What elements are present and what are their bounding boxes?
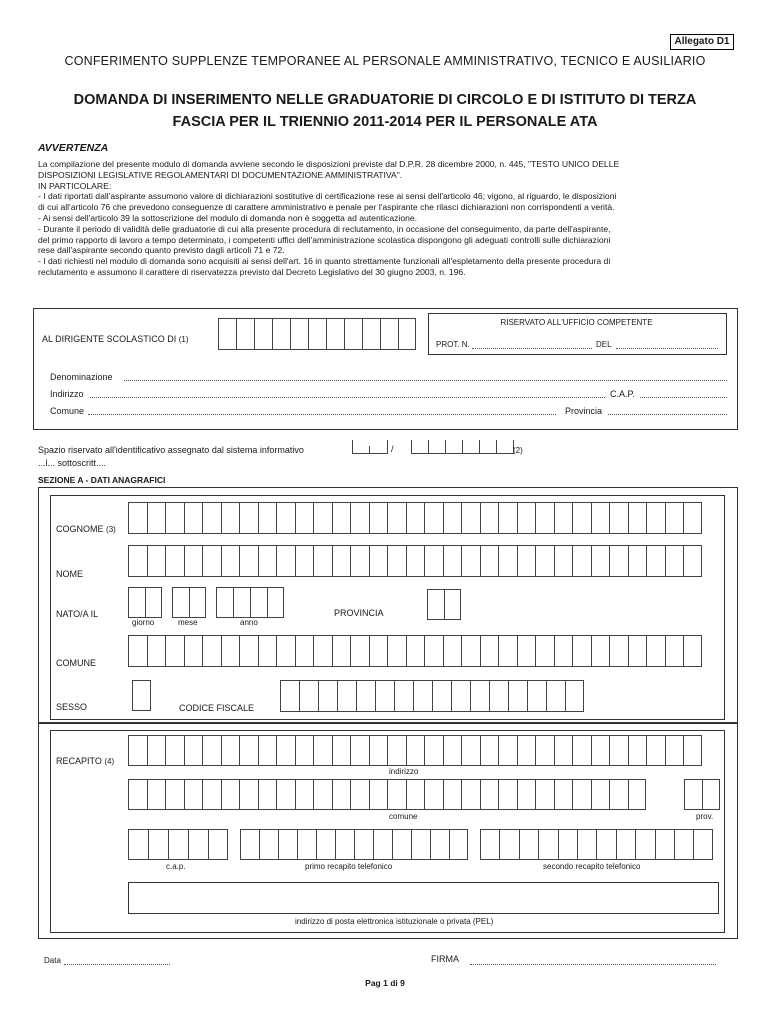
avvertenza-line: La compilazione del presente modulo di domanda avviene secondo le disposizioni previste dal D.P.R. 28 dicembre 2000, n. 445, "TESTO UNICO DELLE: [38, 159, 620, 169]
char-cell[interactable]: [369, 635, 388, 667]
char-cell[interactable]: [499, 829, 518, 860]
char-cell[interactable]: [480, 829, 499, 860]
char-cell[interactable]: [332, 735, 351, 766]
char-cell[interactable]: [480, 779, 499, 810]
data-label: Data: [44, 956, 61, 965]
char-cell[interactable]: [280, 680, 299, 712]
char-cell[interactable]: [335, 829, 354, 860]
char-cell[interactable]: [184, 545, 203, 577]
char-cell[interactable]: [413, 680, 432, 712]
dirigente-label-group: [42, 334, 189, 344]
riservato-label: RISERVATO ALL'UFFICIO COMPETENTE: [500, 318, 653, 327]
char-cell[interactable]: [535, 735, 554, 766]
char-cell[interactable]: [332, 779, 351, 810]
char-cell[interactable]: [411, 829, 430, 860]
allegato-label: Allegato D1: [670, 34, 734, 50]
char-cell[interactable]: [609, 545, 628, 577]
char-cell[interactable]: [387, 779, 406, 810]
char-cell[interactable]: [683, 502, 702, 534]
prot-label: PROT. N.: [436, 340, 470, 349]
char-cell[interactable]: [258, 502, 277, 534]
char-cell[interactable]: [278, 829, 297, 860]
char-cell[interactable]: [554, 779, 573, 810]
char-cell[interactable]: [424, 502, 443, 534]
char-cell[interactable]: [674, 829, 693, 860]
char-cell[interactable]: [299, 680, 318, 712]
char-cell[interactable]: [535, 779, 554, 810]
char-cell[interactable]: [221, 545, 240, 577]
secondo-telefono-label: secondo recapito telefonico: [543, 862, 641, 871]
char-cell[interactable]: [517, 735, 536, 766]
sezione-a-title: SEZIONE A - DATI ANAGRAFICI: [38, 475, 166, 485]
char-cell[interactable]: [424, 735, 443, 766]
char-cell[interactable]: [337, 680, 356, 712]
char-cell[interactable]: [184, 735, 203, 766]
char-cell[interactable]: [369, 735, 388, 766]
char-cell[interactable]: [332, 502, 351, 534]
recapito-cap-input[interactable]: [128, 829, 228, 860]
char-cell[interactable]: [498, 635, 517, 667]
recapito-note: (4): [104, 757, 115, 766]
avvertenza-line: di cui all'articolo 76 che prevedono conseguenze di carattere amministrativo e penale per l'aspirante che rilasci dichiarazioni non corrispondenti a verità.: [38, 202, 615, 213]
provincia-label: Provincia: [565, 406, 603, 416]
char-cell[interactable]: [461, 779, 480, 810]
pel-input[interactable]: [128, 882, 719, 914]
char-cell[interactable]: [350, 502, 369, 534]
char-cell[interactable]: [276, 735, 295, 766]
recapito-prov-input[interactable]: [684, 779, 720, 810]
char-cell[interactable]: [313, 502, 332, 534]
char-cell[interactable]: [295, 545, 314, 577]
identificativo-field-2[interactable]: [411, 440, 514, 454]
recapito-prov-label: prov.: [696, 812, 714, 821]
sesso-label: SESSO: [56, 702, 88, 712]
char-cell[interactable]: [546, 680, 565, 712]
char-cell[interactable]: [535, 502, 554, 534]
data-field[interactable]: [64, 956, 170, 965]
comune-nascita-label: COMUNE: [56, 658, 96, 668]
codice-fiscale-label: CODICE FISCALE: [179, 703, 255, 713]
identificativo-slash: /: [391, 444, 394, 454]
char-cell[interactable]: [443, 735, 462, 766]
char-cell[interactable]: [276, 502, 295, 534]
char-cell[interactable]: [387, 735, 406, 766]
char-cell[interactable]: [451, 680, 470, 712]
secondo-telefono-input[interactable]: [480, 829, 713, 860]
char-cell[interactable]: [498, 502, 517, 534]
char-cell[interactable]: [392, 829, 411, 860]
char-cell[interactable]: [665, 735, 684, 766]
recapito-comune-label: comune: [389, 812, 418, 821]
char-cell[interactable]: [535, 635, 554, 667]
char-cell[interactable]: [443, 635, 462, 667]
char-cell[interactable]: [554, 545, 573, 577]
char-cell[interactable]: [165, 779, 184, 810]
giorno-label: giorno: [132, 618, 155, 627]
char-cell[interactable]: [350, 545, 369, 577]
char-cell[interactable]: [239, 735, 258, 766]
char-cell[interactable]: [373, 829, 392, 860]
char-cell[interactable]: [683, 735, 702, 766]
char-cell[interactable]: [276, 635, 295, 667]
avvertenza-line: rese dall'aspirante secondo quanto previsto dagli articoli 71 e 72.: [38, 245, 285, 256]
char-cell[interactable]: [628, 545, 647, 577]
comune-label: Comune: [50, 406, 85, 416]
char-cell[interactable]: [461, 635, 480, 667]
char-cell[interactable]: [554, 502, 573, 534]
char-cell[interactable]: [221, 502, 240, 534]
mese-label: mese: [178, 618, 198, 627]
char-cell[interactable]: [461, 545, 480, 577]
primo-telefono-label: primo recapito telefonico: [305, 862, 393, 871]
nome-label: NOME: [56, 569, 83, 579]
char-cell[interactable]: [184, 779, 203, 810]
recapito-label-group: [56, 756, 114, 766]
anno-label: anno: [240, 618, 258, 627]
char-cell[interactable]: [591, 635, 610, 667]
char-cell[interactable]: [635, 829, 654, 860]
form-subtitle: CONFERIMENTO SUPPLENZE TEMPORANEE AL PERSONALE AMMINISTRATIVO, TECNICO E AUSILIARIO: [64, 54, 706, 68]
char-cell[interactable]: [665, 635, 684, 667]
char-cell[interactable]: [535, 545, 554, 577]
char-cell[interactable]: [369, 545, 388, 577]
char-cell[interactable]: [313, 779, 332, 810]
page-number: Pag 1 di 9: [365, 978, 405, 988]
char-cell[interactable]: [387, 545, 406, 577]
char-cell[interactable]: [609, 735, 628, 766]
char-cell[interactable]: [461, 735, 480, 766]
provincia-nascita-label: PROVINCIA: [334, 608, 384, 618]
char-cell[interactable]: [489, 680, 508, 712]
provincia-field[interactable]: [608, 406, 727, 415]
char-cell[interactable]: [356, 680, 375, 712]
char-cell[interactable]: [591, 779, 610, 810]
char-cell[interactable]: [554, 635, 573, 667]
char-cell[interactable]: [239, 545, 258, 577]
char-cell[interactable]: [313, 635, 332, 667]
char-cell[interactable]: [498, 735, 517, 766]
birth-month-input[interactable]: [172, 587, 206, 618]
char-cell[interactable]: [508, 680, 527, 712]
char-cell[interactable]: [406, 779, 425, 810]
char-cell[interactable]: [665, 545, 684, 577]
char-cell[interactable]: [147, 502, 166, 534]
indirizzo-field[interactable]: [90, 389, 605, 398]
char-cell[interactable]: [609, 779, 628, 810]
char-cell[interactable]: [572, 502, 591, 534]
char-cell[interactable]: [128, 635, 147, 667]
char-cell[interactable]: [350, 635, 369, 667]
cognome-note: (3): [106, 525, 116, 534]
dirigente-note: (1): [178, 335, 189, 344]
char-cell[interactable]: [646, 735, 665, 766]
comune-nascita-input[interactable]: [128, 635, 702, 667]
char-cell[interactable]: [558, 829, 577, 860]
char-cell[interactable]: [683, 635, 702, 667]
char-cell[interactable]: [498, 545, 517, 577]
char-cell[interactable]: [591, 735, 610, 766]
char-cell[interactable]: [295, 635, 314, 667]
cap-label: c.a.p.: [166, 862, 186, 871]
avvertenza-line: IN PARTICOLARE:: [38, 180, 112, 191]
cap-field[interactable]: [640, 389, 727, 398]
char-cell[interactable]: [239, 635, 258, 667]
char-cell[interactable]: [297, 829, 316, 860]
char-cell[interactable]: [517, 635, 536, 667]
del-label: DEL: [596, 340, 612, 349]
char-cell[interactable]: [202, 635, 221, 667]
char-cell[interactable]: [406, 545, 425, 577]
char-cell[interactable]: [258, 779, 277, 810]
recapito-indirizzo-input[interactable]: [128, 735, 702, 766]
char-cell[interactable]: [350, 779, 369, 810]
recapito-indirizzo-label: indirizzo: [389, 767, 419, 776]
char-cell[interactable]: [202, 735, 221, 766]
codice-fiscale-input[interactable]: [280, 680, 584, 712]
char-cell[interactable]: [128, 502, 147, 534]
char-cell[interactable]: [295, 502, 314, 534]
char-cell[interactable]: [443, 545, 462, 577]
char-cell[interactable]: [683, 545, 702, 577]
char-cell[interactable]: [432, 680, 451, 712]
char-cell[interactable]: [276, 545, 295, 577]
cognome-label: COGNOME: [56, 524, 104, 534]
char-cell[interactable]: [332, 635, 351, 667]
char-cell[interactable]: [577, 829, 596, 860]
char-cell[interactable]: [239, 779, 258, 810]
char-cell[interactable]: [665, 502, 684, 534]
char-cell[interactable]: [655, 829, 674, 860]
char-cell[interactable]: [498, 779, 517, 810]
form-title-line-1: DOMANDA DI INSERIMENTO NELLE GRADUATORIE DI CIRCOLO E DI ISTITUTO DI TERZA: [73, 92, 697, 108]
prot-field[interactable]: [472, 340, 592, 349]
char-cell[interactable]: [480, 545, 499, 577]
char-cell[interactable]: [202, 502, 221, 534]
char-cell[interactable]: [628, 735, 647, 766]
char-cell[interactable]: [406, 635, 425, 667]
char-cell[interactable]: [538, 829, 557, 860]
avvertenza-line: del primo rapporto di lavoro a tempo determinato, i competenti uffici dell'amministrazione scolastica dispongono gli adeguati controlli sulle dichiarazioni: [38, 234, 611, 245]
char-cell[interactable]: [628, 502, 647, 534]
char-cell[interactable]: [375, 680, 394, 712]
birth-year-input[interactable]: [216, 587, 284, 618]
char-cell[interactable]: [240, 829, 259, 860]
char-cell[interactable]: [369, 779, 388, 810]
avvertenza-line: - Ai sensi dell'articolo 39 la sottoscrizione del modulo di domanda non è soggetta ad autenticazione.: [38, 212, 418, 223]
char-cell[interactable]: [628, 635, 647, 667]
identificativo-field-1[interactable]: [352, 440, 388, 454]
char-cell[interactable]: [470, 680, 489, 712]
char-cell[interactable]: [202, 545, 221, 577]
firma-label: FIRMA: [431, 954, 459, 964]
cognome-input[interactable]: [128, 502, 702, 534]
char-cell[interactable]: [221, 635, 240, 667]
char-cell[interactable]: [572, 779, 591, 810]
char-cell[interactable]: [609, 502, 628, 534]
char-cell[interactable]: [128, 829, 148, 860]
identificativo-note: (2): [513, 446, 523, 455]
char-cell[interactable]: [239, 502, 258, 534]
recapito-label: RECAPITO: [56, 756, 102, 766]
char-cell[interactable]: [208, 829, 228, 860]
char-cell[interactable]: [128, 735, 147, 766]
char-cell[interactable]: [572, 635, 591, 667]
char-cell[interactable]: [430, 829, 449, 860]
char-cell[interactable]: [406, 502, 425, 534]
dirigente-code-input[interactable]: [218, 318, 416, 350]
char-cell[interactable]: [394, 680, 413, 712]
char-cell[interactable]: [565, 680, 584, 712]
char-cell[interactable]: [424, 545, 443, 577]
char-cell[interactable]: [350, 735, 369, 766]
char-cell[interactable]: [646, 545, 665, 577]
char-cell[interactable]: [354, 829, 373, 860]
char-cell[interactable]: [693, 829, 712, 860]
denominazione-label: Denominazione: [50, 372, 113, 382]
char-cell[interactable]: [313, 735, 332, 766]
char-cell[interactable]: [609, 635, 628, 667]
char-cell[interactable]: [316, 829, 335, 860]
char-cell[interactable]: [572, 735, 591, 766]
pel-label: indirizzo di posta elettronica istituzionale o privata (PEL): [295, 917, 494, 926]
char-cell[interactable]: [168, 829, 188, 860]
char-cell[interactable]: [369, 502, 388, 534]
char-cell[interactable]: [591, 502, 610, 534]
char-cell[interactable]: [406, 735, 425, 766]
char-cell[interactable]: [165, 502, 184, 534]
avvertenza-heading: AVVERTENZA: [38, 142, 109, 154]
char-cell[interactable]: [646, 635, 665, 667]
char-cell[interactable]: [591, 545, 610, 577]
nome-input[interactable]: [128, 545, 702, 577]
char-cell[interactable]: [184, 502, 203, 534]
char-cell[interactable]: [517, 779, 536, 810]
char-cell[interactable]: [443, 779, 462, 810]
char-cell[interactable]: [596, 829, 615, 860]
sottoscritto-label: ...l... sottoscritt....: [38, 458, 107, 468]
char-cell[interactable]: [527, 680, 546, 712]
char-cell[interactable]: [165, 635, 184, 667]
sesso-input[interactable]: [132, 680, 151, 711]
avvertenza-line: - I dati riportati dall'aspirante assumono valore di dichiarazioni sostitutive di certificazione rese ai sensi dell'articolo 46; vigono, al riguardo, le disposizioni: [38, 191, 617, 202]
char-cell[interactable]: [148, 829, 168, 860]
char-cell[interactable]: [188, 829, 208, 860]
char-cell[interactable]: [387, 502, 406, 534]
char-cell[interactable]: [461, 502, 480, 534]
recapito-comune-input[interactable]: [128, 779, 646, 810]
char-cell[interactable]: [480, 635, 499, 667]
avvertenza-line: reclutamento e assumono il carattere di riservatezza previsto dal Decreto Legislativo del 30 giugno 2003, n. 196.: [38, 266, 466, 277]
birth-day-input[interactable]: [128, 587, 162, 618]
primo-telefono-input[interactable]: [240, 829, 468, 860]
char-cell[interactable]: [258, 635, 277, 667]
char-cell[interactable]: [147, 545, 166, 577]
del-date-field[interactable]: [616, 340, 718, 349]
nato-label: NATO/A IL: [56, 609, 99, 619]
denominazione-field[interactable]: [124, 372, 727, 381]
char-cell[interactable]: [128, 545, 147, 577]
char-cell[interactable]: [147, 635, 166, 667]
char-cell[interactable]: [480, 735, 499, 766]
char-cell[interactable]: [517, 545, 536, 577]
char-cell[interactable]: [221, 735, 240, 766]
char-cell[interactable]: [449, 829, 468, 860]
char-cell[interactable]: [519, 829, 538, 860]
char-cell[interactable]: [202, 779, 221, 810]
form-title-line-2: FASCIA PER IL TRIENNIO 2011-2014 PER IL PERSONALE ATA: [172, 114, 598, 130]
cap-label: C.A.P.: [610, 389, 635, 399]
char-cell[interactable]: [258, 545, 277, 577]
char-cell[interactable]: [258, 735, 277, 766]
char-cell[interactable]: [147, 735, 166, 766]
comune-field[interactable]: [88, 406, 556, 415]
char-cell[interactable]: [259, 829, 278, 860]
provincia-nascita-input[interactable]: [427, 589, 461, 620]
char-cell[interactable]: [295, 735, 314, 766]
char-cell[interactable]: [646, 502, 665, 534]
avvertenza-text: [38, 159, 738, 278]
char-cell[interactable]: [554, 735, 573, 766]
char-cell[interactable]: [165, 545, 184, 577]
char-cell[interactable]: [318, 680, 337, 712]
char-cell[interactable]: [128, 779, 147, 810]
char-cell[interactable]: [295, 779, 314, 810]
indirizzo-label: Indirizzo: [50, 389, 84, 399]
char-cell[interactable]: [313, 545, 332, 577]
dirigente-label: AL DIRIGENTE SCOLASTICO DI: [42, 334, 177, 344]
char-cell[interactable]: [332, 545, 351, 577]
char-cell[interactable]: [443, 502, 462, 534]
char-cell[interactable]: [147, 779, 166, 810]
char-cell[interactable]: [221, 779, 240, 810]
char-cell[interactable]: [628, 779, 647, 810]
avvertenza-line: DISPOSIZIONI LEGISLATIVE REGOLAMENTARI DI DOCUMENTAZIONE AMMINISTRATIVA".: [38, 169, 403, 180]
cognome-label-group: [56, 524, 116, 534]
firma-field[interactable]: [470, 956, 716, 965]
avvertenza-line: - I dati richiesti nel modulo di domanda sono acquisiti ai sensi dell'art. 16 in quanto strettamente funzionali all'espletamento della presente procedura di: [38, 256, 611, 267]
char-cell[interactable]: [480, 502, 499, 534]
avvertenza-line: - Durante il periodo di validità delle graduatorie di cui alla presente procedura di reclutamento, in occasione del conseguimento, da parte dell'aspirante,: [38, 223, 611, 234]
char-cell[interactable]: [424, 635, 443, 667]
char-cell[interactable]: [424, 779, 443, 810]
char-cell[interactable]: [572, 545, 591, 577]
char-cell[interactable]: [616, 829, 635, 860]
char-cell[interactable]: [184, 635, 203, 667]
char-cell[interactable]: [517, 502, 536, 534]
char-cell[interactable]: [387, 635, 406, 667]
identificativo-label: Spazio riservato all'identificativo assegnato dal sistema informativo: [38, 445, 304, 455]
char-cell[interactable]: [276, 779, 295, 810]
char-cell[interactable]: [165, 735, 184, 766]
